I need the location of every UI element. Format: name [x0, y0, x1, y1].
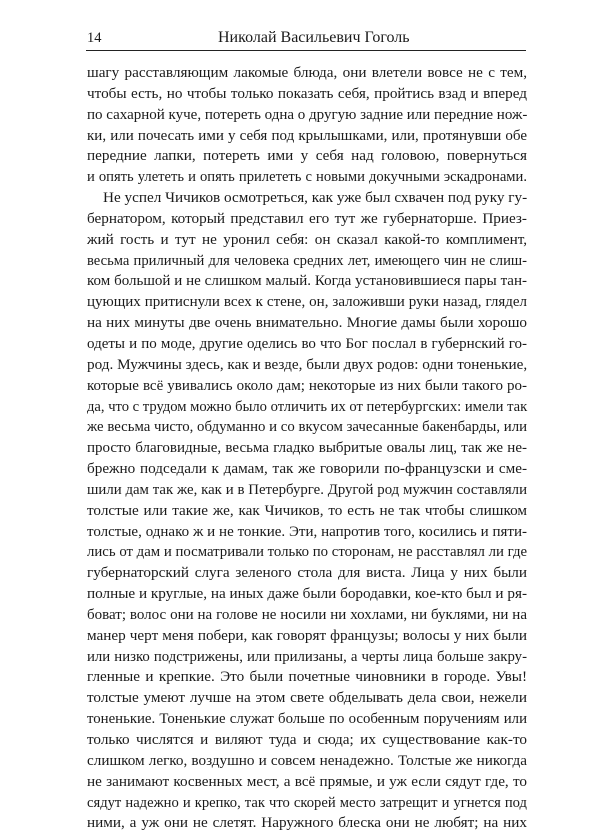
text-line: которые всё увивались около дам; некоторые из них были такого ро- — [87, 377, 527, 394]
text-line: ки, или почесать ими у себя под крылышками, или, протянувши обе — [87, 127, 527, 144]
text-line: сядут надежно и крепко, так что скорей место затрещит и угнется под — [87, 794, 527, 811]
text-line: не занимают косвенных мест, а всё прямые, и уж если сядут где, то — [87, 772, 527, 790]
text-line: лись от дам и посматривали только по сторонам, не расставлял ли где — [87, 544, 528, 561]
text-line: по сахарной куче, потереть одна о другую задние или передние нож- — [87, 106, 528, 123]
text-line: же весьма чисто, обдуманно и со вкусом зачесанные бакенбарды, или — [87, 419, 527, 436]
text-line: жий гость и тут не уронил себя: он сказал какой-то комплимент, — [87, 230, 527, 248]
text-line: шили дам так же, как и в Петербурге. Другой род мужчин составляли — [87, 481, 527, 498]
text-line: брежно подседали к дамам, так же говорили по-французски и сме- — [87, 460, 527, 478]
text-line: весьма приличный для человека средних лет, имеющего чин не слиш- — [87, 252, 527, 269]
text-line: передние лапки, потереть ими у себя над головою, повернуться — [87, 147, 527, 165]
text-line: одеты и по моде, другие оделись во что Бог послал в губернский го- — [87, 335, 527, 352]
text-line: или низко подстрижены, или прилизаны, а черты лица больше закру- — [87, 648, 527, 665]
text-line: и опять улететь и опять прилететь с новыми докучными эскадронами. — [87, 169, 527, 186]
text-line: слишком легко, воздушно и совсем ненадежно. Толстые же никогда — [87, 751, 527, 769]
page-number: 14 — [87, 30, 102, 46]
text-line: толстые или такие же, как Чичиков, то есть не так чтобы слишком — [87, 501, 527, 519]
text-line: ними, а уж они не слетят. Наружного блеска они не любят; на них — [87, 814, 527, 832]
text-line: ком большой и не слишком малый. Когда установившиеся пары тан- — [87, 273, 527, 290]
body-text — [87, 63, 527, 834]
text-line: толстые, однако ж и не тонкие. Эти, напротив того, косились и пяти- — [87, 523, 527, 540]
text-line: боват; волос они на голове не носили ни хохлами, ни буклями, ни на — [87, 606, 527, 623]
text-line: толстые умеют лучше на этом свете обделывать дела свои, нежели — [87, 689, 527, 707]
text-line: цующих притиснули всех к стене, он, заложивши руки назад, глядел — [87, 294, 527, 311]
text-line: гленные и крепкие. Это были почетные чиновники в городе. Увы! — [87, 668, 527, 686]
text-line: только числятся и виляют туда и сюда; их существование как-то — [87, 731, 527, 748]
header-title: Николай Васильевич Гоголь — [218, 29, 410, 46]
paragraph-first-line: Не успел Чичиков осмотреться, как уже был схвачен под руку гу- — [103, 189, 528, 207]
text-line: манер черт меня побери, как говорят французы; волосы у них были — [87, 626, 527, 644]
text-line: род. Мужчины здесь, как и везде, были двух родов: одни тоненькие, — [87, 355, 528, 373]
text-line: просто благовидные, весьма гладко выбритые овалы лиц, так же не- — [87, 440, 527, 457]
text-line: губернаторский слуга зеленого стола для виста. Лица у них были — [87, 564, 527, 582]
header-rule — [86, 50, 526, 51]
running-header — [86, 26, 526, 50]
text-line: на них минуты две очень внимательно. Многие дамы были хорошо — [87, 314, 527, 332]
text-line: да, что с трудом можно было отличить их от петербургских: имели так — [87, 398, 528, 415]
text-line: чтобы есть, но чтобы только показать себя, пройтись взад и вперед — [87, 84, 527, 102]
text-line: тоненькие. Тоненькие служат больше по особенным поручениям или — [87, 711, 527, 728]
text-line: полные и круглые, на иных даже были бородавки, кое-кто был и ря- — [87, 585, 527, 603]
text-line: шагу расставляющим лакомые блюда, они влетели вовсе не с тем, — [87, 64, 527, 81]
text-line: бернатором, который представил его тут же губернаторше. Приез- — [87, 209, 527, 227]
